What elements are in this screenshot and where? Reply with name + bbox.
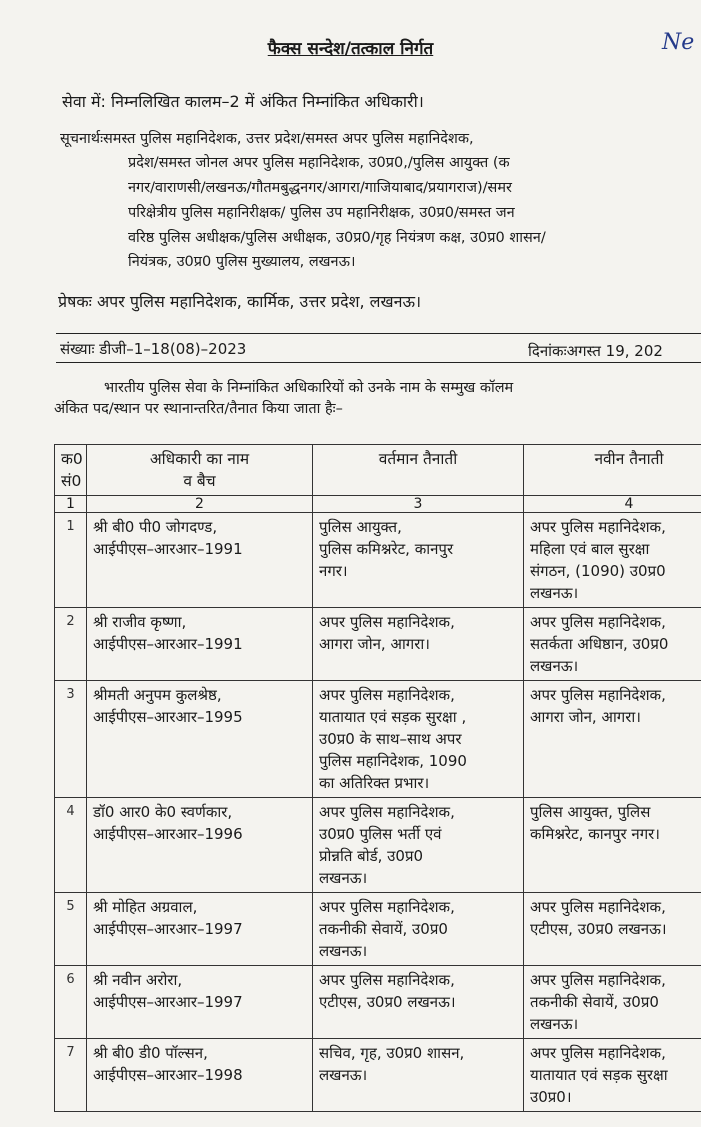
cell-current-posting [313, 1039, 524, 1112]
header-name-line: अधिकारी का नाम [149, 450, 250, 468]
cell-new-posting-line: कमिश्नरेट, कानपुर नगर। [530, 825, 660, 843]
seva-line: सेवा में: निम्नलिखित कालम–2 में अंकित निम्नांकित अधिकारी। [62, 92, 424, 111]
cell-current-posting-line: का अतिरिक्त प्रभार। [319, 774, 430, 792]
cell-current-posting-line: नगर। [319, 562, 348, 580]
suchnarth-line-6: नियंत्रक, उ0प्र0 पुलिस मुख्यालय, लखनऊ। [128, 254, 356, 270]
table-row [55, 608, 701, 681]
cell-officer-name-line: श्री बी0 डी0 पॉल्सन, [93, 1044, 208, 1062]
header-name-line: व बैच [183, 472, 216, 490]
cell-new-posting-line: सतर्कता अधिष्ठान, उ0प्र0 [530, 635, 669, 653]
cell-new-posting [524, 1039, 701, 1112]
col-number: 4 [524, 496, 701, 513]
suchnarth-line-5: वरिष्ठ पुलिस अधीक्षक/पुलिस अधीक्षक, उ0प्र0/गृह नियंत्रण कक्ष, उ0प्र0 शासन/ [128, 230, 546, 246]
intro-line-1: भारतीय पुलिस सेवा के निम्नांकित अधिकारियों को उनके नाम के सम्मुख कॉलम [104, 380, 514, 396]
header-name [87, 445, 313, 496]
cell-new-posting [524, 798, 701, 893]
reference-bar [56, 333, 701, 363]
table-header-row [55, 445, 701, 496]
cell-current-posting-line: पुलिस आयुक्त, [319, 518, 402, 536]
cell-new-posting-line: आगरा जोन, आगरा। [530, 708, 641, 726]
cell-new-posting-line: अपर पुलिस महानिदेशक, [530, 518, 666, 536]
header-sno-line: सं0 [61, 472, 82, 490]
cell-current-posting [313, 798, 524, 893]
cell-current-posting-line: लखनऊ। [319, 869, 368, 887]
suchnarth-line-1: सूचनार्थःसमस्त पुलिस महानिदेशक, उत्तर प्रदेश/समस्त अपर पुलिस महानिदेशक, [60, 131, 474, 147]
cell-sno: 6 [55, 966, 87, 1039]
cell-new-posting-line: लखनऊ। [530, 1015, 579, 1033]
header-new [524, 445, 701, 496]
intro-line-2: अंकित पद/स्थान पर स्थानान्तरित/तैनात किया जाता हैः– [54, 401, 343, 417]
suchnarth-line-4: परिक्षेत्रीय पुलिस महानिरीक्षक/ पुलिस उप महानिरीक्षक, उ0प्र0/समस्त जन [128, 205, 515, 221]
cell-new-posting-line: संगठन, (1090) उ0प्र0 [530, 562, 666, 580]
cell-new-posting [524, 966, 701, 1039]
cell-officer-name-line: श्री बी0 पी0 जोगदण्ड, [93, 518, 218, 536]
cell-new-posting-line: यातायात एवं सड़क सुरक्षा [530, 1066, 668, 1084]
header-sno-line: क0 [61, 450, 83, 468]
cell-new-posting-line: अपर पुलिस महानिदेशक, [530, 971, 666, 989]
cell-current-posting-line: सचिव, गृह, उ0प्र0 शासन, [319, 1044, 465, 1062]
reference-number: संख्याः डीजी–1–18(08)–2023 [60, 340, 247, 358]
cell-officer-name-line: आईपीएस–आरआर–1998 [93, 1066, 243, 1084]
cell-sno: 3 [55, 681, 87, 798]
posting-table [54, 444, 701, 1112]
header-new-line: नवीन तैनाती [594, 450, 664, 468]
cell-new-posting [524, 893, 701, 966]
cell-officer-name-line: आईपीएस–आरआर–1991 [93, 540, 243, 558]
cell-current-posting-line: अपर पुलिस महानिदेशक, [319, 898, 455, 916]
cell-new-posting-line: अपर पुलिस महानिदेशक, [530, 613, 666, 631]
cell-current-posting-line: अपर पुलिस महानिदेशक, [319, 686, 455, 704]
cell-current-posting-line: अपर पुलिस महानिदेशक, [319, 613, 455, 631]
cell-new-posting-line: पुलिस आयुक्त, पुलिस [530, 803, 651, 821]
cell-officer-name-line: श्री नवीन अरोरा, [93, 971, 183, 989]
cell-new-posting [524, 681, 701, 798]
col-number: 3 [313, 496, 524, 513]
cell-current-posting-line: पुलिस कमिश्नरेट, कानपुर [319, 540, 454, 558]
cell-officer-name [87, 681, 313, 798]
reference-date: दिनांकःअगस्त 19, 202 [528, 342, 663, 360]
cell-current-posting-line: अपर पुलिस महानिदेशक, [319, 971, 455, 989]
cell-current-posting [313, 608, 524, 681]
column-number-row [55, 496, 701, 513]
cell-officer-name [87, 513, 313, 608]
cell-new-posting [524, 608, 701, 681]
cell-sno: 2 [55, 608, 87, 681]
header-current [313, 445, 524, 496]
cell-current-posting-line: आगरा जोन, आगरा। [319, 635, 430, 653]
table-row [55, 798, 701, 893]
cell-current-posting [313, 681, 524, 798]
cell-current-posting-line: उ0प्र0 के साथ–साथ अपर [319, 730, 462, 748]
cell-current-posting-line: उ0प्र0 पुलिस भर्ती एवं [319, 825, 442, 843]
cell-new-posting-line: उ0प्र0। [530, 1088, 572, 1106]
table-row [55, 1039, 701, 1112]
cell-sno: 5 [55, 893, 87, 966]
cell-officer-name-line: आईपीएस–आरआर–1997 [93, 920, 243, 938]
cell-new-posting-line: लखनऊ। [530, 584, 579, 602]
cell-sno: 7 [55, 1039, 87, 1112]
cell-current-posting-line: यातायात एवं सड़क सुरक्षा , [319, 708, 467, 726]
cell-new-posting-line: लखनऊ। [530, 657, 579, 675]
cell-current-posting-line: पुलिस महानिदेशक, 1090 [319, 752, 467, 770]
handwritten-initials: Ne [662, 30, 695, 55]
cell-current-posting-line: लखनऊ। [319, 942, 368, 960]
cell-new-posting [524, 513, 701, 608]
cell-sno: 4 [55, 798, 87, 893]
cell-officer-name [87, 1039, 313, 1112]
cell-officer-name-line: आईपीएस–आरआर–1995 [93, 708, 243, 726]
cell-officer-name-line: आईपीएस–आरआर–1991 [93, 635, 243, 653]
cell-new-posting-line: महिला एवं बाल सुरक्षा [530, 540, 650, 558]
preshak-line: प्रेषकः अपर पुलिस महानिदेशक, कार्मिक, उत्तर प्रदेश, लखनऊ। [58, 292, 422, 311]
cell-new-posting-line: अपर पुलिस महानिदेशक, [530, 686, 666, 704]
cell-officer-name-line: श्री मोहित अग्रवाल, [93, 898, 198, 916]
table-row [55, 681, 701, 798]
cell-current-posting-line: एटीएस, उ0प्र0 लखनऊ। [319, 993, 456, 1011]
cell-new-posting-line: तकनीकी सेवायें, उ0प्र0 [530, 993, 659, 1011]
cell-officer-name-line: आईपीएस–आरआर–1997 [93, 993, 243, 1011]
cell-new-posting-line: अपर पुलिस महानिदेशक, [530, 1044, 666, 1062]
cell-officer-name [87, 798, 313, 893]
cell-new-posting-line: अपर पुलिस महानिदेशक, [530, 898, 666, 916]
cell-current-posting [313, 893, 524, 966]
cell-current-posting-line: प्रोन्नति बोर्ड, उ0प्र0 [319, 847, 424, 865]
header-sno [55, 445, 87, 496]
cell-current-posting-line: तकनीकी सेवायें, उ0प्र0 [319, 920, 448, 938]
table-row [55, 893, 701, 966]
document-title: फैक्स सन्देश/तत्काल निर्गत [267, 39, 434, 59]
cell-current-posting-line: लखनऊ। [319, 1066, 368, 1084]
cell-officer-name-line: श्री राजीव कृष्णा, [93, 613, 187, 631]
cell-current-posting [313, 966, 524, 1039]
cell-officer-name-line: आईपीएस–आरआर–1996 [93, 825, 243, 843]
cell-new-posting-line: एटीएस, उ0प्र0 लखनऊ। [530, 920, 667, 938]
header-current-line: वर्तमान तैनाती [378, 450, 458, 468]
cell-current-posting [313, 513, 524, 608]
col-number: 2 [87, 496, 313, 513]
cell-officer-name-line: डॉ0 आर0 के0 स्वर्णकार, [93, 803, 233, 821]
suchnarth-line-3: नगर/वाराणसी/लखनऊ/गौतमबुद्धनगर/आगरा/गाजियाबाद/प्रयागराज)/समर [128, 180, 512, 196]
cell-officer-name [87, 966, 313, 1039]
table-row [55, 513, 701, 608]
cell-officer-name [87, 893, 313, 966]
cell-officer-name-line: श्रीमती अनुपम कुलश्रेष्ठ, [93, 686, 222, 704]
cell-sno: 1 [55, 513, 87, 608]
cell-current-posting-line: अपर पुलिस महानिदेशक, [319, 803, 455, 821]
cell-officer-name [87, 608, 313, 681]
suchnarth-line-2: प्रदेश/समस्त जोनल अपर पुलिस महानिदेशक, उ0प्र0,/पुलिस आयुक्त (क [128, 155, 510, 171]
table-row [55, 966, 701, 1039]
col-number: 1 [55, 496, 87, 513]
